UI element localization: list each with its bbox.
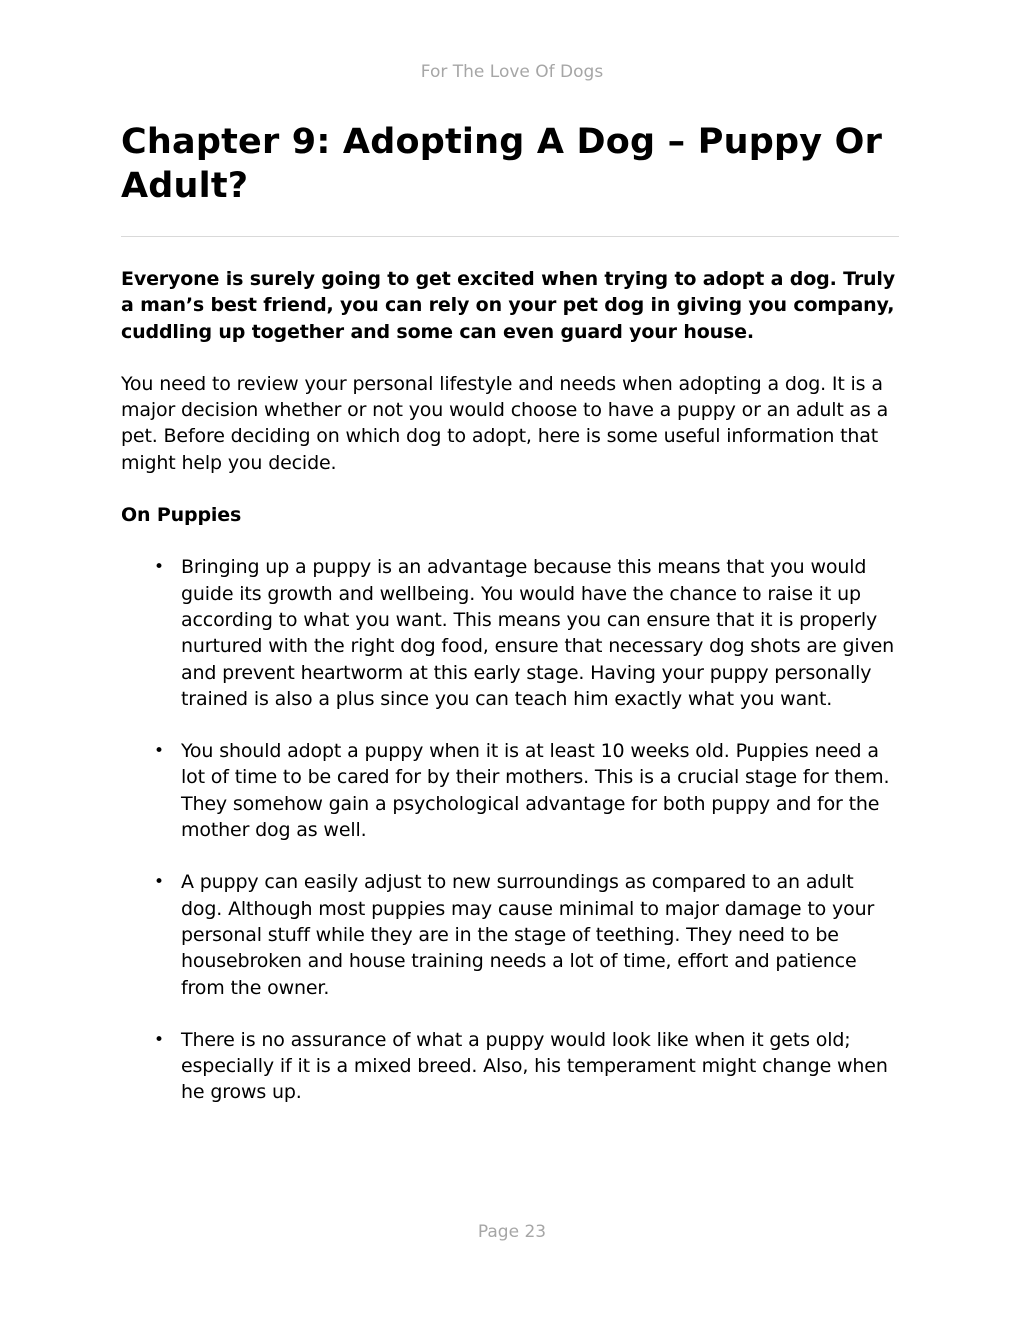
chapter-title: Chapter 9: Adopting A Dog – Puppy Or Adult?	[121, 122, 883, 206]
list-item	[121, 738, 899, 843]
bullet-text: There is no assurance of what a puppy would look like when it gets old; especially if it is a mixed breed. Also, his temperament might change when he grows up.	[181, 1028, 888, 1104]
running-header: For The Love Of Dogs	[420, 62, 604, 82]
intro-paragraph: Everyone is surely going to get excited when trying to adopt a dog. Truly a man’s best friend, you can rely on your pet dog in giving you company, cuddling up together and some can even guard your house.	[121, 268, 896, 343]
bullet-icon: •	[154, 872, 164, 893]
bullet-icon: •	[154, 557, 164, 578]
bullet-list	[121, 554, 899, 1105]
title-divider	[121, 236, 899, 237]
list-item	[121, 1027, 899, 1106]
body-paragraph: You need to review your personal lifestyle and needs when adopting a dog. It is a major decision whether or not you would choose to have a puppy or an adult as a pet. Before deciding on which dog to adopt, here is some useful information that might help you decide.	[121, 372, 889, 474]
section-heading: On Puppies	[121, 504, 242, 527]
page-number: Page 23	[477, 1222, 547, 1242]
bullet-text: A puppy can easily adjust to new surroundings as compared to an adult dog. Although most puppies may cause minimal to major damage to your personal stuff while they are in the stage of teething. They need to be housebroken and house training needs a lot of time, effort and patience from the owner.	[181, 871, 875, 999]
bullet-text: Bringing up a puppy is an advantage because this means that you would guide its growth and wellbeing. You would have the chance to raise it up according to what you want. This means you can ensure that it is properly nurtured with the right dog food, ensure that necessary dog shots are given and prevent heartworm at this early stage. Having your puppy personally trained is also a plus since you can teach him exactly what you want.	[181, 556, 895, 710]
page-content	[121, 120, 899, 1132]
bullet-icon: •	[154, 1029, 164, 1050]
list-item	[121, 554, 899, 712]
bullet-text: You should adopt a puppy when it is at least 10 weeks old. Puppies need a lot of time to be cared for by their mothers. This is a crucial stage for them. They somehow gain a psychological advantage for both puppy and for the mother dog as well.	[181, 740, 890, 842]
bullet-icon: •	[154, 741, 164, 762]
list-item	[121, 869, 899, 1000]
